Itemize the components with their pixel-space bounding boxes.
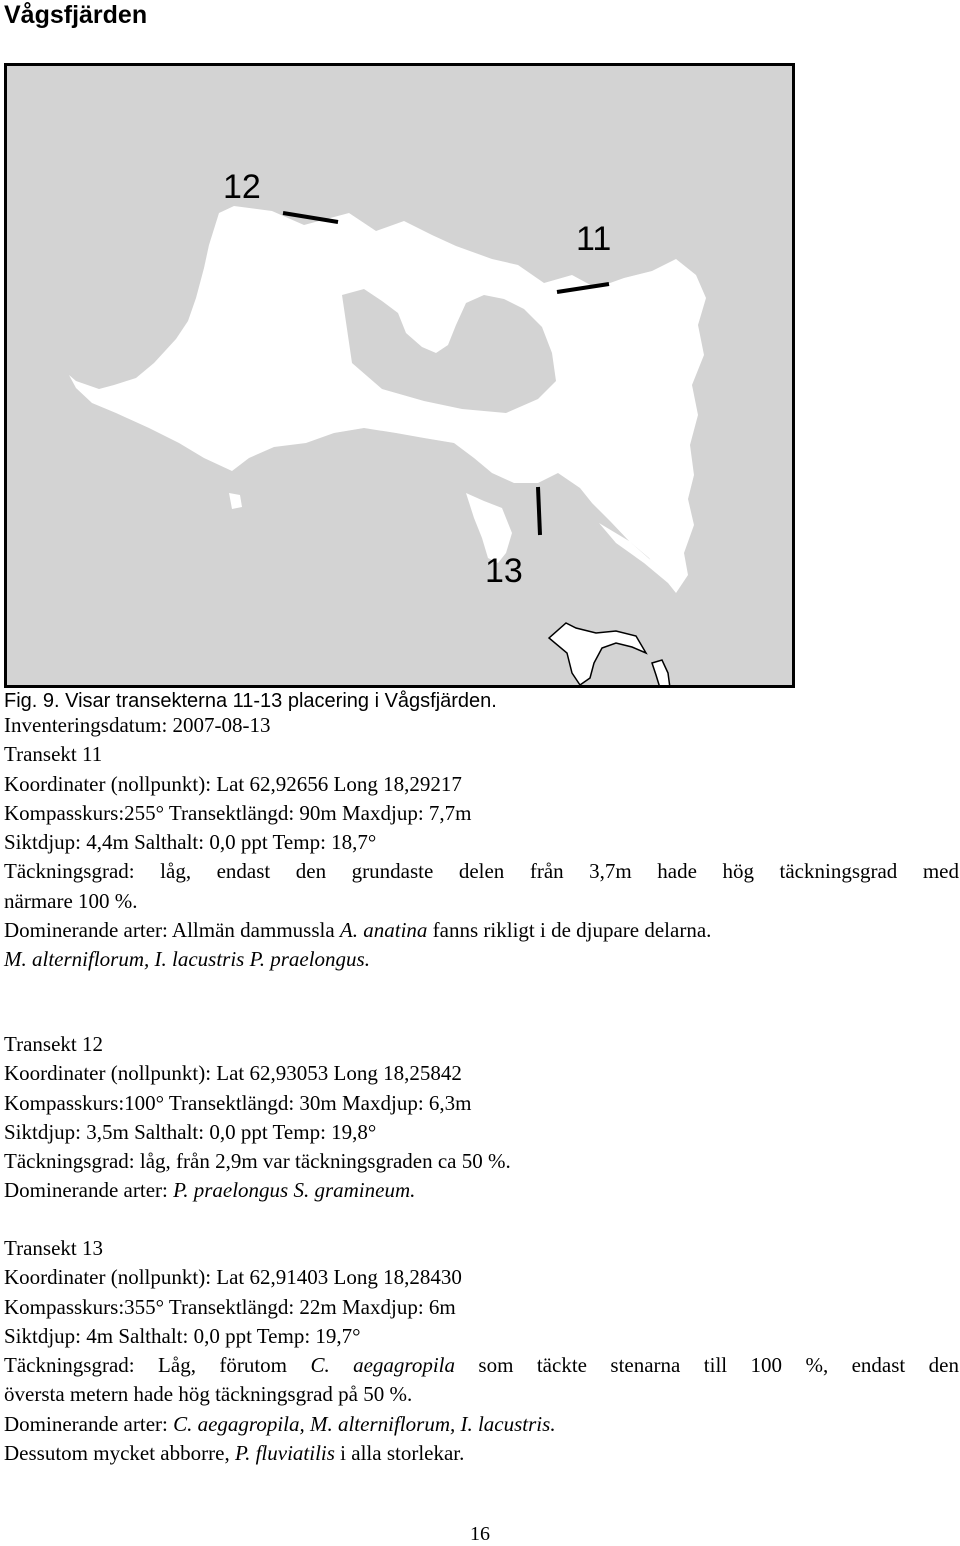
page-number: 16 xyxy=(470,1523,490,1545)
transect-11-visibility: Siktdjup: 4,4m Salthalt: 0,0 ppt Temp: 18,7° xyxy=(4,830,377,855)
dominant-suffix: fanns rikligt i de djupare delarna. xyxy=(427,918,712,943)
transect-11-species xyxy=(4,945,959,974)
extra-species: P. fluviatilis xyxy=(234,1441,335,1466)
transect-12-coverage: Täckningsgrad: låg, från 2,9m var täckningsgraden ca 50 %. xyxy=(4,1149,511,1174)
transect-12-dominant xyxy=(4,1176,959,1205)
transect-13-visibility: Siktdjup: 4m Salthalt: 0,0 ppt Temp: 19,7° xyxy=(4,1323,361,1348)
transect-13-coverage-line2: översta metern hade hög täckningsgrad på 50 %. xyxy=(4,1382,413,1407)
figure-caption: Fig. 9. Visar transekterna 11-13 placering i Vågsfjärden. xyxy=(4,690,497,712)
transect-13-label: 13 xyxy=(485,552,523,590)
dominant-prefix: Dominerande arter: xyxy=(4,1411,174,1436)
transect-11-coverage-line2: närmare 100 %. xyxy=(4,888,138,913)
transect-12-section xyxy=(4,1030,959,1206)
transect-11-dominant xyxy=(4,916,959,945)
transect-13-dominant xyxy=(4,1410,959,1439)
lake-map xyxy=(4,63,795,688)
transect-13-coverage-line1 xyxy=(4,1351,959,1380)
transect-12-heading: Transekt 12 xyxy=(4,1032,103,1056)
transect-11-coords: Koordinater (nollpunkt): Lat 62,92656 Long 18,29217 xyxy=(4,771,462,796)
transect-13-extra xyxy=(4,1439,959,1468)
transect-13-course: Kompasskurs:355° Transektlängd: 22m Maxdjup: 6m xyxy=(4,1294,456,1319)
dominant-species: C. aegagropila, M. alterniflorum, I. lacustris. xyxy=(173,1411,556,1436)
dominant-species: A. anatina xyxy=(339,918,428,943)
transect-12-coords: Koordinater (nollpunkt): Lat 62,93053 Long 18,25842 xyxy=(4,1061,462,1086)
dominant-prefix: Dominerande arter: xyxy=(4,1178,174,1203)
extra-suffix: i alla storlekar. xyxy=(334,1441,465,1466)
map-figure xyxy=(4,63,795,688)
transect-12-label: 12 xyxy=(223,168,261,206)
transect-13-coords: Koordinater (nollpunkt): Lat 62,91403 Long 18,28430 xyxy=(4,1265,462,1290)
coverage-species: C. aegagropila xyxy=(310,1353,455,1378)
extra-prefix: Dessutom mycket abborre, xyxy=(4,1441,235,1466)
transect-11-coverage-line1: Täckningsgrad: låg, endast den grundaste delen från 3,7m hade hög täckningsgrad med xyxy=(4,859,959,884)
species-list: M. alterniflorum, I. lacustris P. praelongus. xyxy=(4,947,370,972)
dominant-species: P. praelongus S. gramineum. xyxy=(173,1178,416,1203)
transect-12-visibility: Siktdjup: 3,5m Salthalt: 0,0 ppt Temp: 19,8° xyxy=(4,1119,377,1144)
transect-11-heading: Transekt 11 xyxy=(4,742,103,767)
transect-11-label: 11 xyxy=(576,220,612,258)
coverage-prefix: Täckningsgrad: Låg, förutom xyxy=(4,1353,311,1378)
transect-11-course: Kompasskurs:255° Transektlängd: 90m Maxdjup: 7,7m xyxy=(4,800,472,825)
transect-12-course: Kompasskurs:100° Transektlängd: 30m Maxdjup: 6,3m xyxy=(4,1090,472,1115)
transect-13-section xyxy=(4,1234,959,1468)
transect-13-heading: Transekt 13 xyxy=(4,1236,103,1260)
inventory-date: Inventeringsdatum: 2007-08-13 xyxy=(4,713,271,737)
transect-13-line xyxy=(538,487,540,535)
coverage-suffix: som täckte stenarna till 100 %, endast den xyxy=(455,1353,959,1378)
page-title: Vågsfjärden xyxy=(4,1,148,29)
dominant-prefix: Dominerande arter: Allmän dammussla xyxy=(4,918,340,943)
transect-11-section xyxy=(4,711,959,975)
